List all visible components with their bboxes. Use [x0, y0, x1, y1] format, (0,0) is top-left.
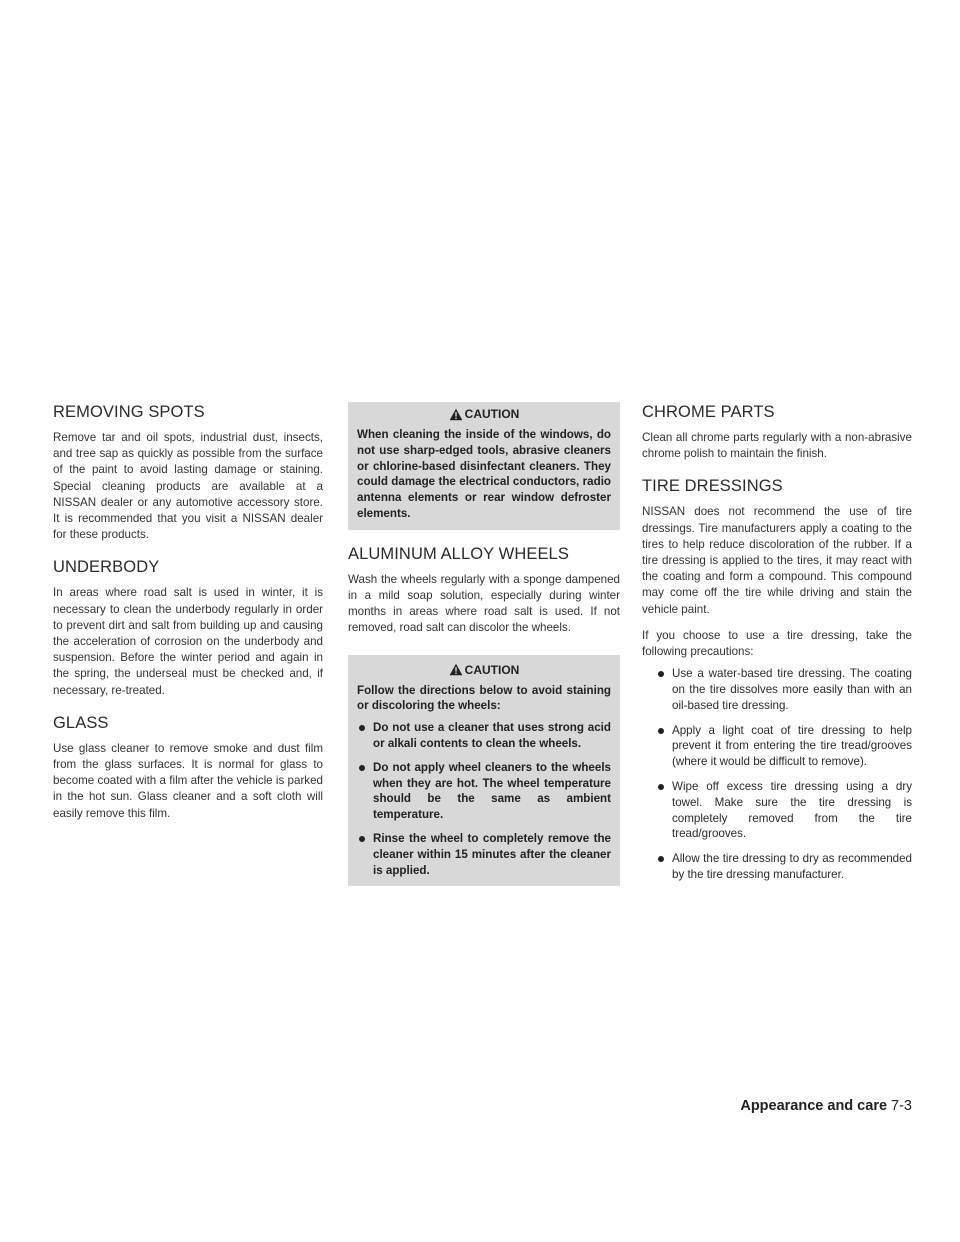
- section-glass: [53, 713, 323, 822]
- tire-precautions-list: [656, 666, 912, 883]
- text-chrome: Clean all chrome parts regularly with a non-abrasive chrome polish to maintain the finish.: [642, 431, 912, 461]
- list-item: Wipe off excess tire dressing using a dry towel. Make sure the tire dressing is completely removed from the tire tread/grooves.: [656, 779, 912, 842]
- text-alloy-wheels: Wash the wheels regularly with a sponge dampened in a mild soap solution, especially during winter months in areas where road salt is used. If not removed, road salt can discolor the wheels.: [348, 572, 620, 635]
- list-item: Use a water-based tire dressing. The coating on the tire dissolves more easily than with an oil-based tire dressing.: [656, 666, 912, 713]
- list-item: Apply a light coat of tire dressing to help prevent it from entering the tire tread/grooves (where it would be difficult to remove).: [656, 723, 912, 770]
- list-item: Do not use a cleaner that uses strong acid or alkali contents to clean the wheels.: [357, 720, 611, 752]
- caution-title: CAUTION: [464, 662, 520, 677]
- column-right: [642, 402, 912, 897]
- caution-bullets-wheels: [357, 720, 611, 878]
- column-middle: [348, 402, 620, 900]
- column-left: [53, 402, 323, 836]
- heading-chrome: CHROME PARTS: [642, 403, 775, 421]
- text-removing-spots: Remove tar and oil spots, industrial dust, insects, and tree sap as quickly as possible from the surface of the paint to avoid lasting damage or staining. Special cleaning products are available at a NISSAN dealer or any automotive accessory store. It is recommended that you visit a NISSAN dealer for these products.: [53, 431, 323, 542]
- heading-glass: GLASS: [53, 713, 109, 732]
- list-item: Rinse the wheel to completely remove the cleaner within 15 minutes after the cleaner is applied.: [357, 831, 611, 878]
- heading-removing-spots: REMOVING SPOTS: [53, 403, 205, 421]
- text-underbody: In areas where road salt is used in winter, it is necessary to clean the underbody regularly in order to prevent dirt and salt from building up and causing the acceleration of corrosion on the underbody and suspension. Before the winter period and again in the spring, the underseal must be checked and, if necessary, re-treated.: [53, 586, 323, 697]
- bullet-icon: [359, 836, 365, 842]
- page-footer: [740, 1098, 912, 1114]
- heading-underbody: UNDERBODY: [53, 558, 160, 577]
- bullet-icon: [658, 784, 664, 790]
- heading-tire-dressings: TIRE DRESSINGS: [642, 477, 783, 496]
- caution-text-windows: When cleaning the inside of the windows, do not use sharp-edged tools, abrasive cleaners or chlorine-based disinfectant cleaners. They could damage the electrical conductors, radio antenna elements or rear window defroster elements.: [357, 428, 611, 520]
- bullet-icon: [359, 725, 365, 731]
- bullet-icon: [658, 728, 664, 734]
- caution-header: [357, 661, 611, 679]
- text-tire-dressings-2: If you choose to use a tire dressing, take the following precautions:: [642, 628, 912, 659]
- bullet-icon: [658, 856, 664, 862]
- text-tire-dressings-1: NISSAN does not recommend the use of tire dressings. Tire manufacturers apply a coating to the tires to help reduce discoloration of the rubber. If a tire dressing is applied to the tires, it may react with the coating and form a compound. This compound may come off the tire while driving and stain the vehicle paint.: [642, 505, 912, 616]
- caution-box-windows: [348, 402, 620, 530]
- list-item: Allow the tire dressing to dry as recommended by the tire dressing manufacturer.: [656, 851, 912, 883]
- heading-alloy-wheels: ALUMINUM ALLOY WHEELS: [348, 544, 569, 563]
- caution-box-wheels: [348, 655, 620, 887]
- bullet-icon: [658, 671, 664, 677]
- text-glass: Use glass cleaner to remove smoke and dust film from the glass surfaces. It is normal for glass to become coated with a film after the vehicle is parked in the hot sun. Glass cleaner and a soft cloth will easily remove this film.: [53, 741, 323, 820]
- bullet-icon: [359, 765, 365, 771]
- section-chrome: [642, 402, 912, 462]
- caution-header: [357, 405, 611, 423]
- section-alloy-wheels: [348, 544, 620, 637]
- warning-triangle-icon: [449, 408, 463, 421]
- caution-title: CAUTION: [464, 407, 520, 421]
- warning-triangle-icon: [449, 663, 463, 676]
- list-item: Do not apply wheel cleaners to the wheels when they are hot. The wheel temperature should be the same as ambient temperature.: [357, 760, 611, 823]
- footer-section-name: Appearance and care: [740, 1098, 888, 1114]
- section-removing-spots: [53, 402, 323, 543]
- page-number: 7-3: [891, 1098, 912, 1114]
- section-underbody: [53, 557, 323, 698]
- section-tire-dressings: [642, 476, 912, 882]
- caution-intro-wheels: Follow the directions below to avoid staining or discoloring the wheels:: [357, 683, 611, 713]
